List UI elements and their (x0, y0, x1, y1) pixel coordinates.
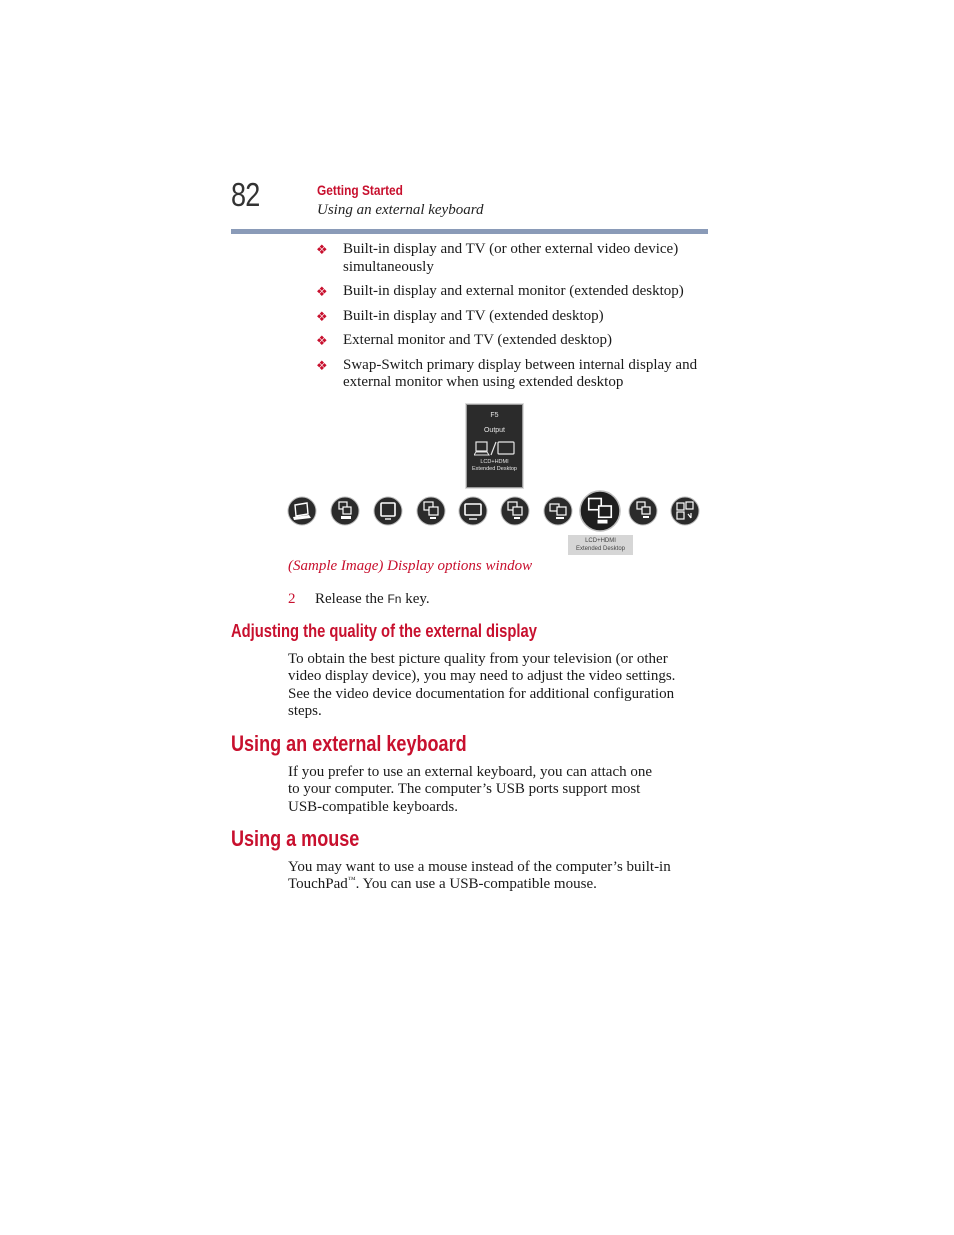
popup-key-label: F5 (490, 412, 499, 419)
popup-mode: LCD+HDMI Extended Desktop (472, 459, 517, 472)
paragraph-mouse: You may want to use a mouse instead of the computer’s built-in TouchPad™. You can use a USB-compatible mouse. (288, 859, 671, 893)
heading-mouse: Using a mouse (231, 826, 360, 851)
selected-option-label: LCD+HDMI Extended Desktop (568, 535, 633, 555)
laptop-monitor-icon[interactable] (543, 496, 573, 526)
page-number: 82 (231, 176, 260, 213)
monitor-1-2-icon[interactable] (416, 496, 446, 526)
step-text: Release the Fn key. (315, 591, 430, 607)
tv-icon[interactable] (458, 496, 488, 526)
bullet-icon: ❖ (316, 333, 328, 348)
list-item: ❖ Built-in display and external monitor (extended desktop) (316, 283, 684, 299)
display-options-list (316, 241, 708, 399)
trademark-symbol: ™ (347, 875, 356, 885)
paragraph-adjusting: To obtain the best picture quality from your television (or other video display device), you may need to adjust the video settings. See the video device documentation for additional configuration steps. (288, 651, 676, 719)
heading-adjusting-display: Adjusting the quality of the external display (231, 621, 537, 641)
bullet-icon: ❖ (316, 242, 328, 257)
popup-title: Output (483, 427, 505, 434)
heading-external-keyboard: Using an external keyboard (231, 731, 467, 756)
fn-key-label: Fn (387, 592, 402, 606)
list-item: ❖ Built-in display and TV (extended desktop) (316, 307, 604, 324)
list-item: ❖ Built-in display and TV (or other external video device) simultaneously (316, 241, 679, 275)
list-item: ❖ Swap-Switch primary display between internal display and external monitor when using extended desktop (316, 356, 698, 390)
bullet-icon: ❖ (316, 308, 328, 324)
laptop-1-2-icon[interactable] (330, 496, 360, 526)
output-popup (466, 404, 523, 488)
tv-1-2-icon[interactable] (500, 496, 530, 526)
figure-caption: (Sample Image) Display options window (288, 558, 533, 574)
laptop-icon[interactable] (287, 496, 317, 526)
step-number: 2 (288, 591, 296, 607)
paragraph-keyboard: If you prefer to use an external keyboard, you can attach one to your computer. The computer’s USB ports support most USB-compatible keyboards. (288, 764, 653, 815)
bullet-icon: ❖ (316, 357, 328, 373)
monitor-tv-icon[interactable] (628, 496, 658, 526)
list-item: ❖ External monitor and TV (extended desktop) (316, 332, 612, 348)
section-title: Getting Started (317, 182, 403, 198)
swap-displays-icon[interactable] (670, 496, 700, 526)
header-rule (231, 229, 708, 234)
page-subtitle: Using an external keyboard (317, 202, 484, 218)
monitor-icon[interactable] (373, 496, 403, 526)
bullet-icon: ❖ (316, 284, 328, 299)
laptop-hdmi-extended-icon[interactable] (579, 490, 621, 532)
laptop-monitor-icon (474, 441, 516, 457)
display-option-row (286, 490, 706, 534)
